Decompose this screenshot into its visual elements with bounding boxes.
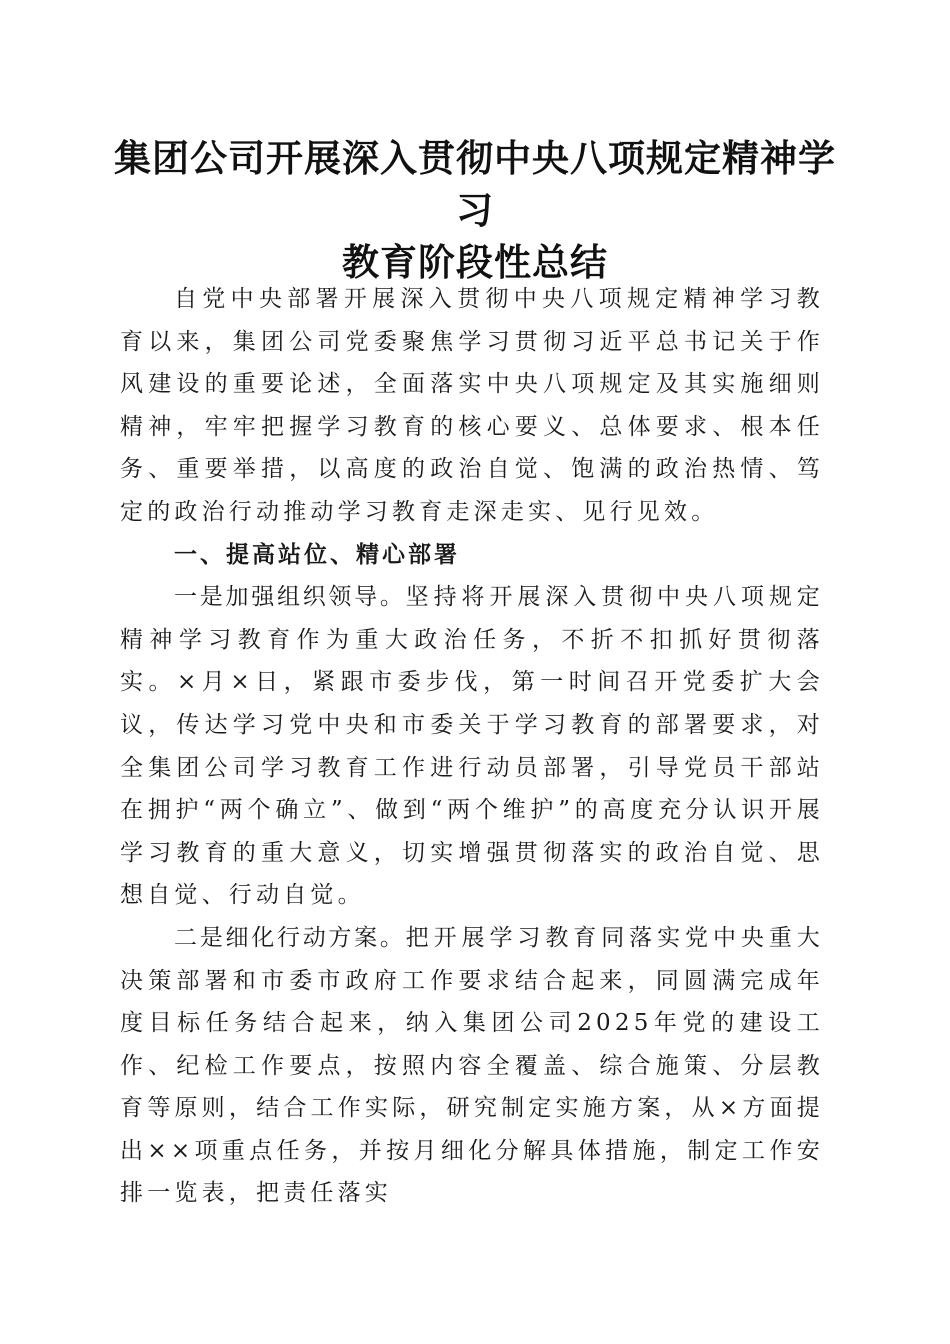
paragraph-text: 坚持将开展深入贯彻中央八项规定精神学习教育作为重大政治任务，不折不扣抓好贯彻落实。×月×日，紧跟市委步伐，第一时间召开党委扩大会议，传达学习党中央和市委关于学习教育的部署要求，对全集团公司学习教育工作进行动员部署，引导党员干部站在拥护“两个确立”、做到“两个维护”的高度充分认识开展学习教育的重大意义，切实增强贯彻落实的政治自觉、思想自觉、行动自觉。 — [120, 584, 825, 909]
intro-paragraph: 自党中央部署开展深入贯彻中央八项规定精神学习教育以来，集团公司党委聚焦学习贯彻习近平总书记关于作风建设的重要论述，全面落实中央八项规定及其实施细则精神，牢牢把握学习教育的核心要义、总体要求、根本任务、重要举措，以高度的政治自觉、饱满的政治热情、笃定的政治行动推动学习教育走深走实、见行见效。 — [120, 286, 824, 525]
paragraph-action-plan — [120, 917, 824, 1215]
paragraph-lead: 二是细化行动方案。 — [174, 924, 406, 951]
section-heading-1: 一、提高站位、精心部署 — [174, 541, 460, 568]
title-line-2: 教育阶段性总结 — [342, 240, 608, 284]
paragraph-text: 把开展学习教育同落实党中央重大决策部署和市委市政府工作要求结合起来，同圆满完成年度目标任务结合起来，纳入集团公司2025年党的建设工作、纪检工作要点，按照内容全覆盖、综合施策、分层教育等原则，结合工作实际，研究制定实施方案，从×方面提出××项重点任务，并按月细化分解具体措施，制定工作安排一览表，把责任落实 — [120, 924, 825, 1207]
document-body — [120, 278, 824, 1215]
title-line-1: 集团公司开展深入贯彻中央八项规定精神学习 — [114, 136, 836, 232]
paragraph-organization — [120, 576, 824, 917]
paragraph-lead: 一是加强组织领导。 — [174, 584, 406, 611]
document-title — [100, 132, 850, 288]
